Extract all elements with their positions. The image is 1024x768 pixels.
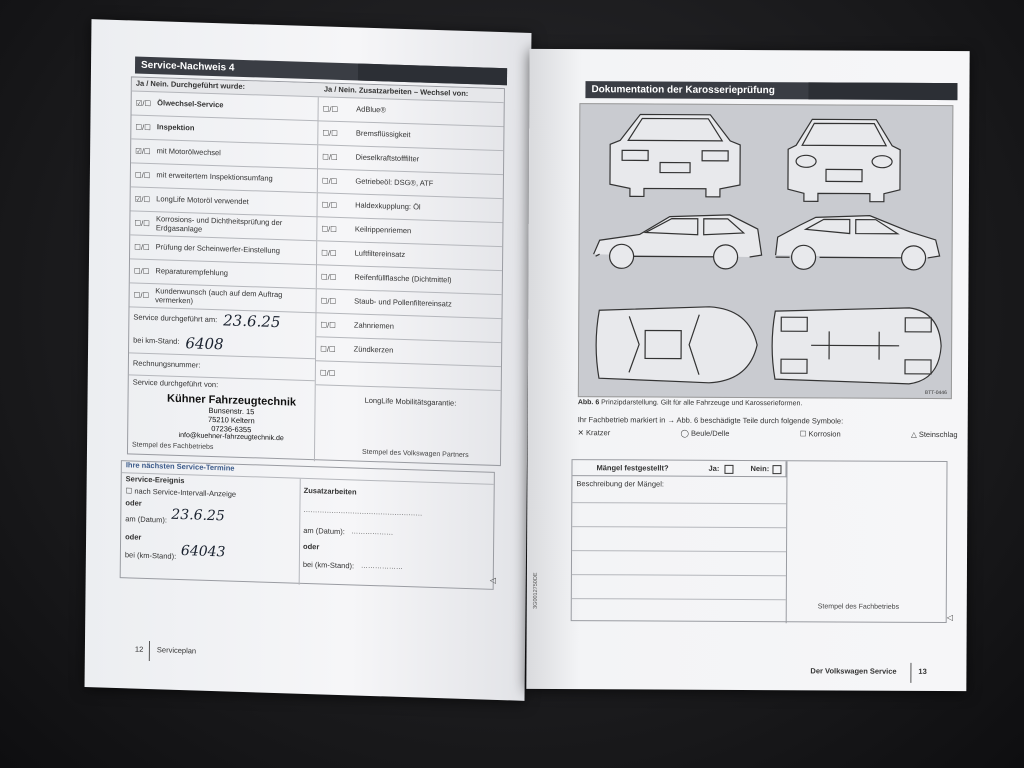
next-col1: Service-Ereignis (125, 474, 185, 486)
extra-work-label: Dieselkraftstofffilter (355, 152, 420, 164)
service-row-label: Reparaturempfehlung (155, 266, 229, 278)
extra-work-checkbox[interactable]: ☐/☐ (320, 344, 336, 354)
next-service-table (120, 460, 495, 590)
section-title-right: Dokumentation der Karosserieprüfung (591, 84, 775, 97)
or-3: oder (303, 541, 320, 552)
invoice-label: Rechnungsnummer: (132, 358, 201, 370)
extra-work-label: Getriebeöl: DSG®, ATF (355, 176, 434, 189)
km-value: 6408 (185, 333, 224, 353)
figure-caption-bold: Abb. 6 (577, 399, 600, 407)
car-side-view-left (594, 214, 762, 269)
extra-work-label: Luftfiltereinsatz (354, 248, 406, 260)
stamp-street: Bunsenstr. 15 (208, 405, 255, 417)
next-date-label-2: am (Datum): (303, 525, 345, 537)
extra-work-label: Reifenfüllflasche (Dichtmittel) (354, 272, 452, 285)
figure-code: BTT-0446 (924, 389, 947, 397)
workshop-stamp (156, 392, 306, 443)
symbol-stone-chip: △ Steinschlag (910, 429, 958, 440)
side-code: 3G0012750DE (532, 572, 539, 609)
stamp-phone: 07236-6355 (211, 423, 252, 435)
symbol-corrosion: ☐ Korrosion (799, 429, 841, 439)
defect-line (572, 502, 786, 504)
continue-arrow: ◁ (489, 575, 496, 585)
extra-work-checkbox[interactable]: ☐/☐ (322, 104, 339, 114)
extra-work-checkbox[interactable]: ☐/☐ (322, 152, 338, 162)
extra-work-label: AdBlue® (356, 104, 386, 115)
service-row-checkbox[interactable]: ☑/☐ (134, 194, 151, 205)
extra-work-checkbox[interactable]: ☐/☐ (320, 296, 337, 306)
right-stamp-label: Stempel des Fachbetriebs (817, 603, 900, 611)
extra-work-label: Keilrippenriemen (354, 224, 412, 236)
service-row-checkbox[interactable]: ☑/☐ (135, 146, 151, 157)
symbol-legend (578, 428, 958, 439)
extra-work-checkbox[interactable]: ☐/☐ (321, 248, 337, 258)
extra-work-label: Zündkerzen (353, 344, 394, 355)
extra-work-row (316, 361, 501, 391)
extra-work-label: Haldexkupplung: Öl (355, 200, 421, 212)
defects-description-label: Beschreibung der Mängel: (576, 479, 664, 489)
service-row-checkbox[interactable]: ☐/☐ (134, 242, 150, 253)
service-date-value: 23.6.25 (223, 311, 281, 332)
stamp-name: Kühner Fahrzeugtechnik (167, 392, 297, 409)
no-label: Nein: (750, 464, 770, 474)
col-left-header: Ja / Nein. Durchgeführt wurde: (135, 78, 246, 92)
section-title: Service-Nachweis 4 (140, 59, 235, 74)
dots-work: …………………………………………… (303, 506, 423, 518)
service-row-checkbox[interactable]: ☑/☐ (135, 98, 152, 109)
yes-checkbox[interactable] (724, 465, 733, 474)
col-right-header: Ja / Nein. Zusatzarbeiten – Wechsel von: (323, 84, 469, 99)
extra-work-checkbox[interactable]: ☐/☐ (321, 176, 338, 186)
car-top-view (596, 306, 757, 383)
vw-stamp-label: Stempel des Volkswagen Partners (362, 448, 469, 460)
service-row-label: Inspektion (156, 122, 195, 133)
defects-table (571, 459, 948, 623)
next-interval: ☐ nach Service-Intervall-Anzeige (125, 486, 237, 499)
figure-caption-text: Prinzipdarstellung. Gilt für alle Fahrzeuge und Karosserieformen. (601, 399, 803, 408)
longlife-label: LongLife Mobilitätsgarantie: (364, 395, 457, 408)
extra-work-checkbox[interactable]: ☐/☐ (320, 320, 336, 330)
service-row-label: Prüfung der Scheinwerfer-Einstellung (155, 242, 280, 256)
next-date-value: 23.6.25 (171, 506, 225, 525)
left-page-number: 12 (134, 644, 144, 654)
section-header-right (585, 81, 957, 100)
defect-line (572, 598, 786, 600)
car-diagram (578, 103, 954, 399)
defects-label: Mängel festgestellt? (596, 463, 669, 473)
next-km-label-2: bei (km-Stand): (302, 559, 355, 571)
extra-work-checkbox[interactable]: ☐/☐ (321, 224, 337, 234)
service-row-checkbox[interactable]: ☐/☐ (134, 218, 150, 229)
invoice-row (129, 353, 315, 381)
service-row-label: Kundenwunsch (auch auf dem Auftrag vermerken) (155, 286, 283, 305)
mark-instructions: Ihr Fachbetrieb markiert in → Abb. 6 beschädigte Teile durch folgende Symbole: (577, 415, 844, 426)
service-row-label: mit erweitertem Inspektionsumfang (156, 170, 273, 184)
service-row-label: mit Motorölwechsel (156, 146, 221, 158)
service-row-checkbox[interactable]: ☐/☐ (133, 266, 150, 277)
next-col2: Zusatzarbeiten (303, 485, 357, 497)
or-2: oder (125, 532, 142, 542)
stamp-email: info@kuehner-fahrzeugtechnik.de (178, 431, 284, 443)
or-1: oder (125, 498, 142, 508)
extra-work-label: Bremsflüssigkeit (355, 128, 411, 140)
right-page-number: 13 (918, 666, 927, 676)
extra-work-checkbox[interactable]: ☐/☐ (320, 272, 337, 282)
service-table (127, 76, 505, 466)
stamp-city: 75210 Keltern (207, 414, 255, 426)
defect-line (572, 526, 786, 528)
defect-line (572, 550, 786, 552)
next-km-label: bei (km-Stand): (124, 550, 177, 561)
right-arrow: ◁ (946, 613, 953, 623)
defect-line (572, 574, 786, 576)
yes-label: Ja: (708, 463, 720, 473)
service-row-label: Korrosions- und Dichtheitsprüfung der Erdgasanlage (155, 214, 283, 234)
car-rear-view (610, 114, 740, 197)
service-row-label: LongLife Motoröl verwendet (156, 194, 249, 207)
left-page-section: Serviceplan (156, 645, 197, 656)
service-row-checkbox[interactable]: ☐/☐ (134, 170, 151, 181)
car-side-view-right (776, 215, 940, 270)
next-title: Ihre nächsten Service-Termine (122, 461, 494, 485)
service-row-label: Ölwechsel-Service (157, 98, 224, 110)
service-row-checkbox[interactable]: ☐/☐ (133, 290, 150, 301)
next-date-label: am (Datum): (125, 514, 168, 525)
km-label: bei km-Stand: (133, 335, 180, 347)
extra-work-label: Staub- und Pollenfiltereinsatz (354, 296, 452, 309)
left-page (85, 19, 532, 701)
service-row-checkbox[interactable]: ☐/☐ (135, 122, 151, 133)
car-front-view (788, 119, 900, 202)
dots-date: ……………… (351, 528, 394, 537)
stamp-label: Stempel des Fachbetriebs (132, 441, 214, 452)
performed-by-label: Service durchgeführt von: (132, 377, 219, 390)
no-checkbox[interactable] (772, 465, 781, 474)
right-page (526, 49, 969, 691)
next-km-value: 64043 (180, 543, 226, 561)
extra-work-checkbox[interactable]: ☐/☐ (319, 368, 336, 378)
car-outline-drawings (579, 104, 955, 400)
extra-work-checkbox[interactable]: ☐/☐ (322, 128, 338, 138)
right-footer-text: Der Volkswagen Service (810, 666, 897, 676)
symbol-dent: ◯ Beule/Delle (680, 428, 730, 438)
service-date-label: Service durchgeführt am: (133, 312, 218, 324)
car-underbody-view (772, 307, 941, 384)
dots-km: ……………… (360, 562, 403, 571)
extra-work-checkbox[interactable]: ☐/☐ (321, 200, 338, 210)
figure-caption (578, 399, 803, 407)
symbol-scratch: ✕ Kratzer (577, 428, 611, 438)
extra-work-label: Zahnriemen (353, 320, 394, 331)
